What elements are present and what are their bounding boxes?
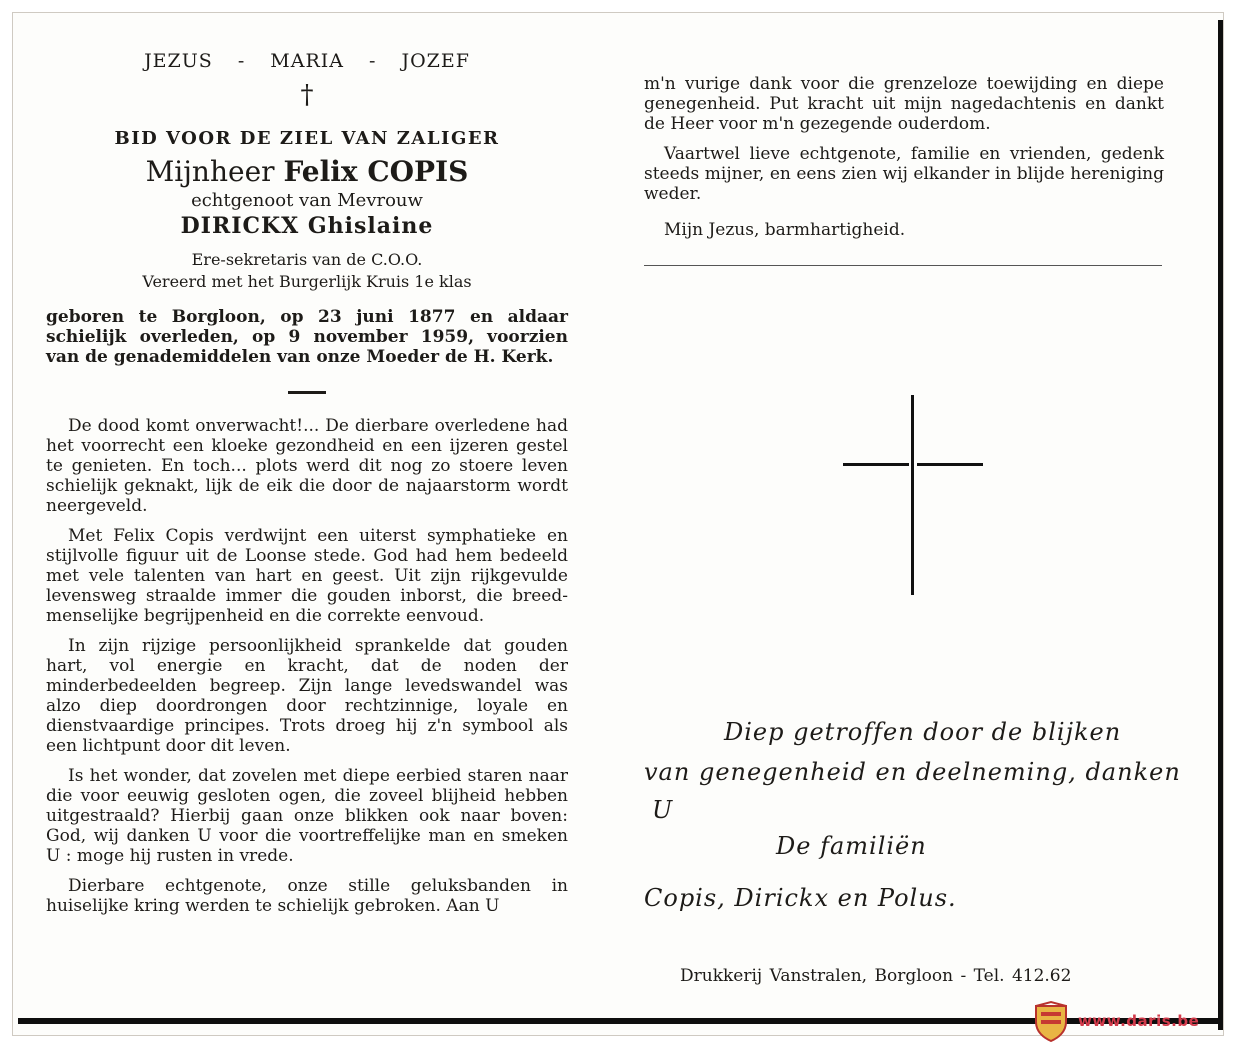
thanks-line: van genegenheid en deelneming, danken — [644, 758, 1181, 786]
honorary-title: Ere-sekretaris van de C.O.O. — [191, 250, 423, 269]
birth-line: schielijk overleden, op 9 november 1959, voorzien — [46, 327, 568, 347]
birth-line: van de genademiddelen van onze Moeder de H. Kerk. — [46, 347, 554, 367]
mourning-border-right — [1218, 20, 1223, 1030]
closing-prayer: Mijn Jezus, barmhartigheid. — [664, 220, 906, 240]
deceased-name-line — [46, 155, 568, 188]
spouse-intro: echtgenoot van Mevrouw — [191, 190, 423, 211]
deceased-name: Felix COPIS — [283, 155, 469, 188]
watermark-link[interactable]: www.daris.be — [1078, 1012, 1200, 1030]
thanks-line: U — [652, 796, 674, 824]
thanks-line: Diep getroffen door de blijken — [724, 718, 1122, 746]
prayer-intro: BID VOOR DE ZIEL VAN ZALIGER — [114, 128, 500, 149]
farewell-paragraph: Vaartwel lieve echtgenote, familie en vrienden, gedenk steeds mijner, en eens zien wij elkander in blijde hereniging weder. — [644, 144, 1164, 204]
decoration-title: Vereerd met het Burgerlijk Kruis 1e klas — [142, 272, 472, 291]
birth-death-statement — [46, 307, 568, 367]
right-page-text — [644, 74, 1164, 250]
eulogy-paragraph: In zijn rijzige persoonlijkheid sprankelde dat gouden hart, vol energie en kracht, dat de noden der minderbedeelden begreep. Zijn lange levedswandel was alzo diep doordrongen door rechtzinnige, loyale en dienstvaardige principes. Trots droeg hij z'n symbool als een lichtpunt door dit leven. — [46, 636, 568, 756]
section-divider — [288, 391, 326, 394]
families-label: De familiën — [776, 832, 927, 860]
farewell-paragraph: m'n vurige dank voor die grenzeloze toewijding en diepe genegenheid. Put kracht uit mijn nagedachtenis en dankt de Heer voor m'n gezegende ouderdom. — [644, 74, 1164, 134]
birth-line: geboren te Borgloon, op 23 juni 1877 en aldaar — [46, 307, 568, 327]
left-page — [46, 50, 568, 926]
small-cross-icon: † — [300, 80, 314, 110]
eulogy-paragraph: De dood komt onverwacht!... De dierbare overledene had het voorrecht een kloeke gezondheid en een ijzeren gestel te genieten. En toch... plots werd dit nog zo stoere leven schielijk geknakt, lijk de eik die door de najaarstorm wordt neergeveld. — [46, 416, 568, 516]
coat-of-arms-icon — [1032, 1000, 1070, 1042]
holy-family-header: JEZUS - MARIA - JOZEF — [144, 50, 470, 72]
printer-credit: Drukkerij Vanstralen, Borgloon - Tel. 412.62 — [680, 966, 1072, 986]
eulogy-paragraph: Met Felix Copis verdwijnt een uiterst symphatieke en stijlvolle figuur uit de Loonse stede. God had hem bedeeld met vele talenten van hart en geest. Uit zijn rijkgevulde levensweg straalde immer die gouden inborst, die breed-menselijke begrijpenheid en die correkte eenvoud. — [46, 526, 568, 626]
eulogy-paragraph: Is het wonder, dat zovelen met diepe eerbied staren naar die voor eeuwig gesloten ogen, die zoveel blijheid hebben uitgestraald? Hierbij gaan onze blikken ook naar boven: God, wij danken U voor die voortreffelijke man en smeken U : moge hij rusten in vrede. — [46, 766, 568, 866]
spouse-name: DIRICKX Ghislaine — [180, 213, 434, 239]
family-names: Copis, Dirickx en Polus. — [644, 884, 957, 912]
large-cross-icon — [843, 395, 983, 597]
eulogy-paragraph: Dierbare echtgenote, onze stille geluksbanden in huiselijke kring werden te schielijk gebroken. Aan U — [46, 876, 568, 916]
right-divider — [644, 265, 1162, 266]
salutation: Mijnheer — [145, 155, 275, 188]
